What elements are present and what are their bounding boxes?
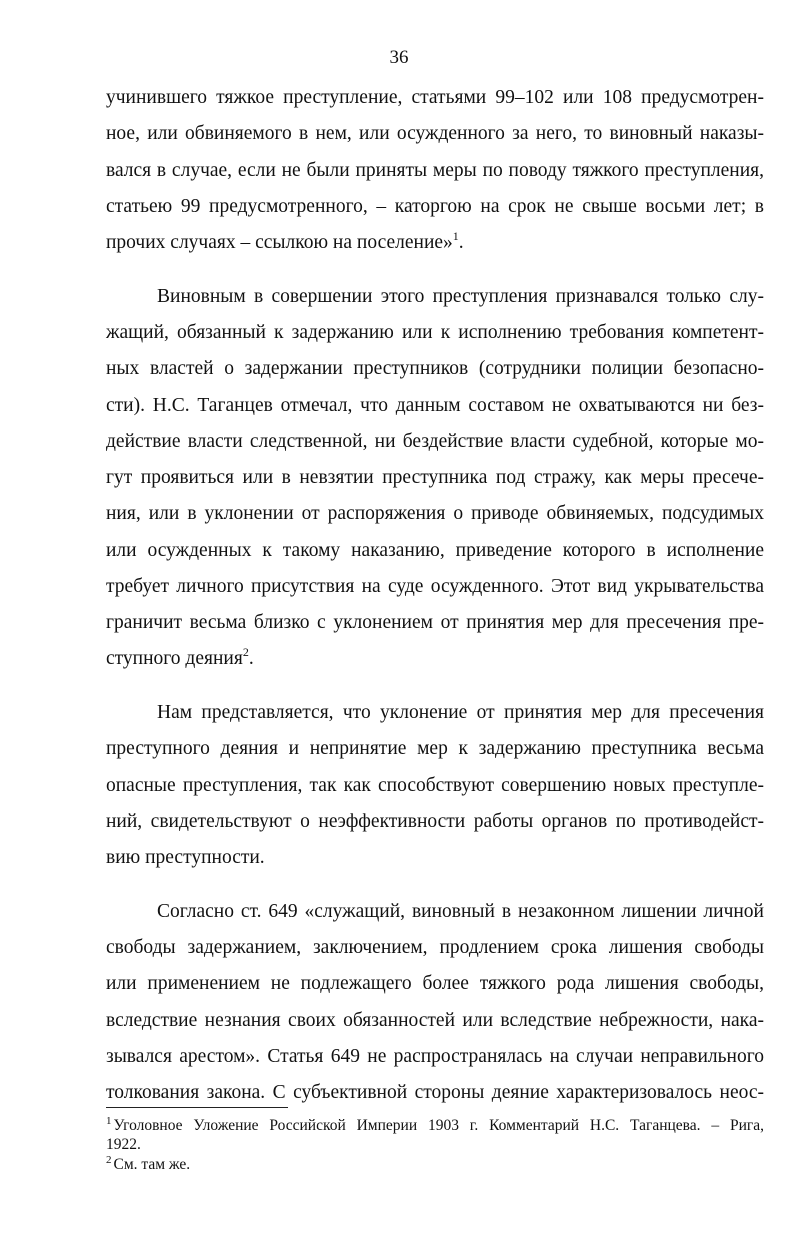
footnote-ref: 1	[452, 229, 459, 243]
text-line: или осужденных к такому наказанию, приведение которого в исполнение	[106, 539, 764, 561]
text-line: вию преступности.	[106, 847, 265, 868]
text-line: статьею 99 предусмотренного, – каторгою на срок не свыше восьми лет; в	[106, 195, 764, 217]
text-line: вследствие незнания своих обязанностей или вследствие небрежности, нака-	[106, 1009, 764, 1031]
text-line: свободы задержанием, заключением, продлением срока лишения свободы	[106, 937, 764, 958]
footnote-ref: 2	[242, 645, 249, 660]
text-line: прочих случаях – ссылкою на поселение»$^1$.	[106, 229, 464, 253]
footnote-number: 1	[106, 1115, 112, 1127]
footnote-line: $^2$ См. там же.	[106, 1154, 191, 1173]
text-line: учинившего тяжкое преступление, статьями 99–102 или 108 предусмотрен-	[106, 87, 764, 108]
text-line: ных властей о задержании преступников (сотрудники полиции безопасно-	[106, 358, 764, 380]
text-line: вался в случае, если не были приняты меры по поводу тяжкого преступления,	[106, 159, 764, 181]
text-line: ний, свидетельствуют о неэффективности работы органов по противодейст-	[106, 810, 764, 832]
body-text	[106, 80, 764, 1111]
text-line: Виновным в совершении этого преступления признавался только слу-	[157, 285, 764, 307]
footnote-line: $^1$ Уголовное Уложение Российской Империи 1903 г. Комментарий Н.С. Таганцева. – Рига,	[106, 1115, 764, 1134]
footnotes	[106, 1116, 764, 1175]
paragraph	[106, 80, 764, 261]
text-line: зывался арестом». Статья 649 не распространялась на случаи неправильного	[106, 1045, 764, 1067]
paragraph	[106, 695, 764, 876]
text-line: ное, или обвиняемого в нем, или осужденного за него, то виновный наказы-	[106, 123, 764, 145]
text-line: опасные преступления, так как способствуют совершению новых преступле-	[106, 774, 764, 796]
text-line: действие власти следственной, ни бездействие власти судебной, которые мо-	[106, 430, 764, 452]
text-line: Согласно ст. 649 «служащий, виновный в незаконном лишении личной	[157, 900, 764, 922]
footnote-number: 2	[106, 1154, 112, 1166]
footnote-line: 1922.	[106, 1136, 141, 1153]
page-number: 36	[389, 47, 409, 68]
text-line: граничит весьма близко с уклонением от принятия мер для пресечения пре-	[106, 612, 764, 633]
text-line: ступного деяния$^2$.	[106, 645, 254, 670]
text-line: Нам представляется, что уклонение от принятия мер для пресечения	[157, 702, 764, 723]
paragraph	[106, 279, 764, 678]
text-line: преступного деяния и непринятие мер к задержанию преступника весьма	[106, 738, 764, 760]
text-line: ния, или в уклонении от распоряжения о приводе обвиняемых, подсудимых	[106, 503, 764, 525]
footnote-separator	[106, 1107, 288, 1108]
footnote	[106, 1155, 764, 1174]
text-line: жащий, обязанный к задержанию или к исполнению требования компетент-	[106, 322, 764, 343]
text-line: гут проявиться или в невзятии преступника под стражу, как меры пресече-	[106, 467, 764, 488]
text-line: сти). Н.С. Таганцев отмечал, что данным составом не охватываются ни без-	[106, 394, 764, 416]
text-line: толкования закона. С субъективной стороны деяние характеризовалось неос-	[106, 1082, 764, 1103]
footnote	[106, 1116, 764, 1154]
text-line: или применением не подлежащего более тяжкого рода лишения свободы,	[106, 973, 764, 995]
paragraph	[106, 894, 764, 1112]
text-line: требует личного присутствия на суде осужденного. Этот вид укрывательства	[106, 575, 764, 597]
